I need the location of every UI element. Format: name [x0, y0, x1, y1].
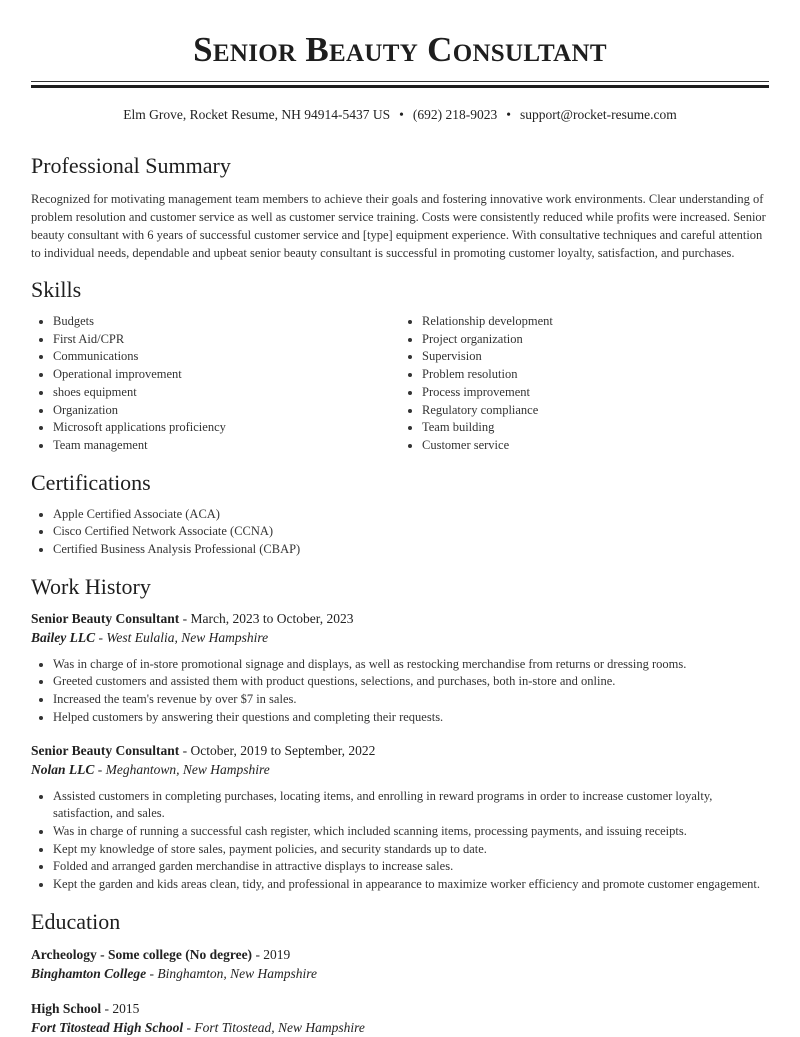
summary-section: [31, 152, 769, 262]
education-degree-line: [31, 1000, 769, 1018]
skill-item: • Customer service: [422, 437, 769, 455]
contact-email[interactable]: support@rocket-resume.com: [520, 107, 677, 122]
skill-item: • Team management: [53, 437, 400, 455]
certification-item: • Apple Certified Associate (ACA): [53, 506, 769, 524]
education-school: Fort Titostead High School: [31, 1019, 184, 1035]
job-location: - Meghantown, New Hampshire: [97, 761, 270, 777]
skill-item: • Regulatory compliance: [422, 402, 769, 420]
job-company: Nolan LLC: [31, 761, 95, 777]
education-school: Binghamton College: [31, 965, 147, 981]
responsibility-item: • Was in charge of in-store promotional signage and displays, as well as restocking merchandise from returns or dressing rooms.: [53, 656, 769, 674]
job-title: Senior Beauty Consultant: [31, 610, 180, 626]
skill-item: • Supervision: [422, 348, 769, 366]
job-location: - West Eulalia, New Hampshire: [98, 629, 269, 645]
skill-item: • Problem resolution: [422, 366, 769, 384]
skill-item: • Project organization: [422, 331, 769, 349]
certifications-section: [31, 469, 769, 559]
skill-item: • First Aid/CPR: [53, 331, 400, 349]
education-location: - Fort Titostead, New Hampshire: [186, 1019, 365, 1035]
certification-item: • Certified Business Analysis Professional (CBAP): [53, 541, 769, 559]
section-heading-work-history: Work History: [31, 573, 151, 599]
education-degree-line: [31, 946, 769, 964]
job-company-line: [31, 629, 769, 647]
job-title-line: [31, 742, 769, 760]
summary-text: Recognized for motivating management team members to achieve their goals and fostering innovative work environments. Clear understanding of problem resolution and customer service as well as customer service training. Costs were consistently reduced while profits were increased. Senior beauty consultant with 6 years of successful customer service and [type] equipment experience. With consultative techniques and careful attention to individual needs, dependable and upbeat senior beauty consultant is successful in promoting customer loyalty, satisfaction, and purchases.: [31, 192, 766, 260]
header-divider-thin: [31, 81, 769, 82]
job-title-line: [31, 610, 769, 628]
responsibility-item: • Kept the garden and kids areas clean, tidy, and professional in appearance to maximize worker efficiency and promote customer engagement.: [53, 876, 769, 894]
certifications-list: [31, 506, 769, 559]
skills-list-right: [400, 313, 769, 455]
responsibility-item: • Was in charge of running a successful cash register, which included scanning items, processing payments, and issuing receipts.: [53, 823, 769, 841]
responsibility-item: • Greeted customers and assisted them with product questions, selections, and purchases, both in-store and online.: [53, 673, 769, 691]
skill-item: • Process improvement: [422, 384, 769, 402]
education-entry: [31, 1000, 769, 1037]
separator-dot: •: [506, 107, 512, 122]
contact-phone: (692) 218-9023: [412, 107, 498, 122]
education-school-line: [31, 1019, 769, 1037]
section-heading-certifications: Certifications: [31, 469, 151, 495]
education-degree: High School: [31, 1000, 102, 1016]
education-degree: Archeology - Some college (No degree): [31, 946, 253, 962]
certification-item: • Cisco Certified Network Associate (CCNA): [53, 523, 769, 541]
education-entry: [31, 946, 769, 983]
education-section: [31, 908, 769, 1037]
job-entry: [31, 610, 769, 727]
skill-item: • Microsoft applications proficiency: [53, 419, 400, 437]
skill-item: • shoes equipment: [53, 384, 400, 402]
education-location: - Binghamton, New Hampshire: [149, 965, 318, 981]
section-heading-education: Education: [31, 908, 121, 934]
skill-item: • Communications: [53, 348, 400, 366]
education-school-line: [31, 965, 769, 983]
skill-item: • Operational improvement: [53, 366, 400, 384]
job-company: Bailey LLC: [31, 629, 96, 645]
section-heading-skills: Skills: [31, 277, 82, 302]
job-responsibilities: [31, 656, 769, 727]
job-entry: [31, 742, 769, 894]
responsibility-item: • Kept my knowledge of store sales, payment policies, and security standards up to date.: [53, 841, 769, 859]
skills-section: [31, 276, 769, 455]
separator-dot: •: [399, 107, 404, 122]
resume-title: Senior Beauty Consultant: [193, 30, 607, 69]
job-dates: - March, 2023 to October, 2023: [182, 610, 354, 626]
skill-item: • Team building: [422, 419, 769, 437]
education-year: - 2019: [255, 946, 291, 962]
job-title: Senior Beauty Consultant: [31, 742, 180, 758]
responsibility-item: • Increased the team's revenue by over $7 in sales.: [53, 691, 769, 709]
skill-item: • Budgets: [53, 313, 400, 331]
header-divider-thick: [31, 85, 769, 88]
education-year: - 2015: [104, 1000, 140, 1016]
skills-columns: [31, 313, 769, 455]
job-dates: - October, 2019 to September, 2022: [182, 742, 376, 758]
responsibility-item: • Helped customers by answering their questions and completing their requests.: [53, 709, 769, 727]
job-responsibilities: [31, 788, 769, 894]
skills-list-left: [31, 313, 400, 455]
contact-line: [31, 106, 769, 124]
responsibility-item: • Folded and arranged garden merchandise in attractive displays to increase sales.: [53, 858, 769, 876]
section-heading-summary: Professional Summary: [31, 153, 231, 178]
responsibility-item: • Assisted customers in completing purchases, locating items, and enrolling in reward programs in order to increase customer loyalty, satisfaction, and sales.: [53, 788, 769, 823]
skill-item: • Organization: [53, 402, 400, 420]
job-company-line: [31, 761, 769, 779]
contact-address: Elm Grove, Rocket Resume, NH 94914-5437 US: [123, 107, 391, 122]
skill-item: • Relationship development: [422, 313, 769, 331]
work-history-section: [31, 573, 769, 894]
